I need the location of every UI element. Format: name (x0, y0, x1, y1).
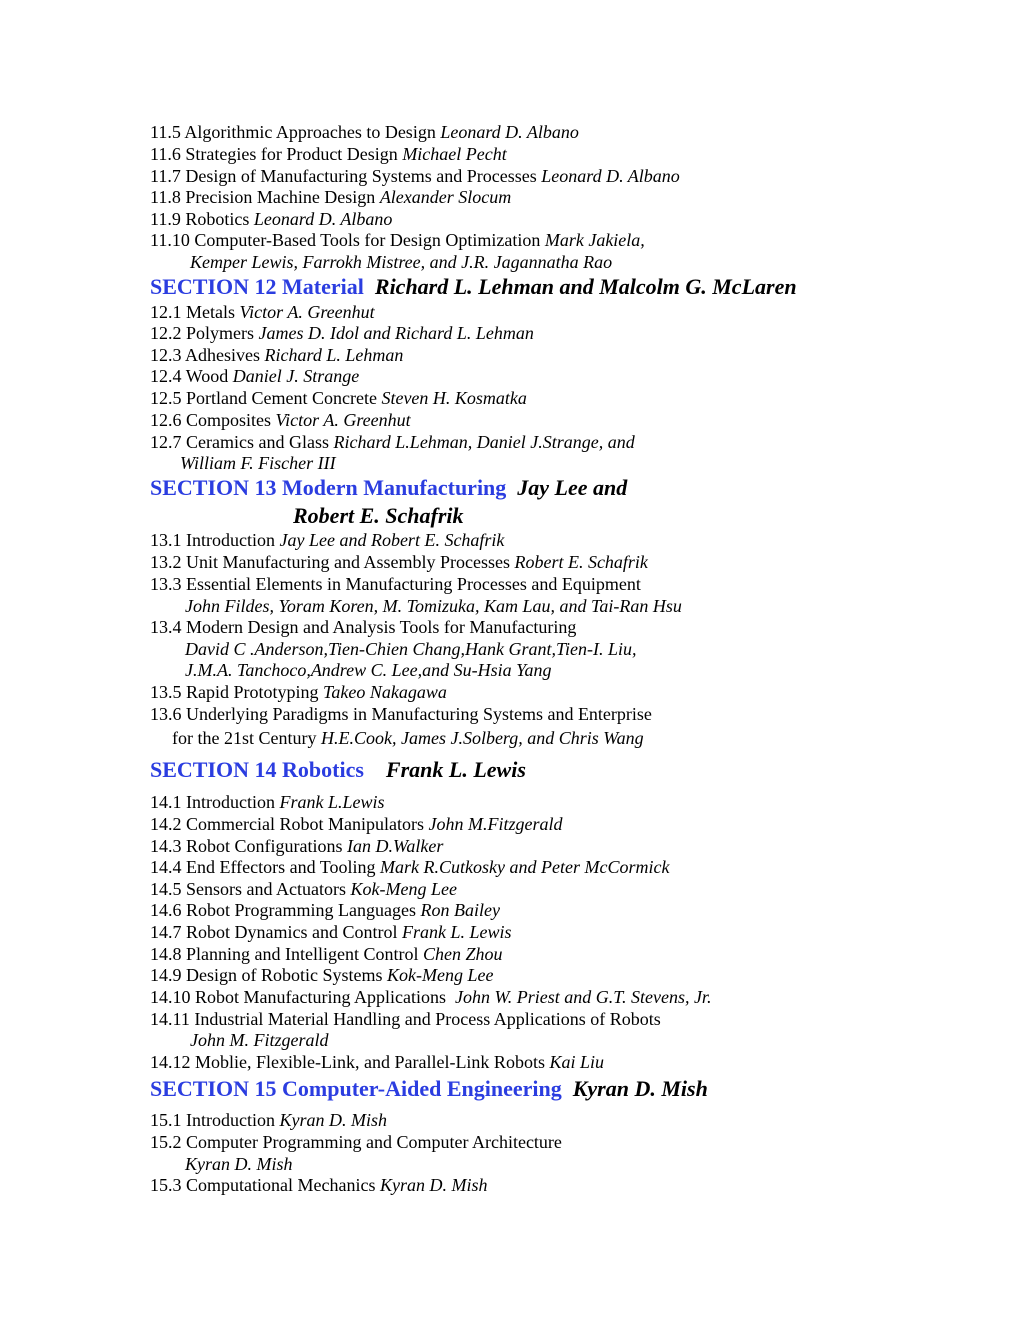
section-title: SECTION 14 Robotics (150, 757, 364, 782)
entry-title: Introduction (186, 1110, 275, 1130)
toc-entry-12-4 (150, 365, 359, 387)
entry-number: 15.3 (150, 1175, 182, 1195)
entry-author: Frank L.Lewis (279, 792, 385, 812)
entry-number: 14.12 (150, 1052, 191, 1072)
toc-entry-14-9 (150, 964, 493, 986)
entry-author: Frank L. Lewis (401, 922, 512, 942)
entry-title: Modern Design and Analysis Tools for Manufacturing (186, 617, 577, 637)
entry-number: 11.6 (150, 144, 181, 164)
entry-title: Precision Machine Design (185, 187, 376, 207)
entry-author: John M. Fitzgerald (190, 1030, 329, 1050)
toc-entry-author-continuation (185, 659, 552, 681)
entry-title: Introduction (186, 530, 275, 550)
toc-entry-12-1 (150, 301, 375, 323)
toc-entry-11-10 (150, 229, 645, 251)
toc-entry-11-8 (150, 186, 511, 208)
entry-number: 11.8 (150, 187, 181, 207)
entry-author: Richard L. Lehman (264, 345, 404, 365)
toc-entry-14-2 (150, 813, 562, 835)
entry-number: 11.5 (150, 122, 181, 142)
entry-author: David C .Anderson,Tien-Chien Chang,Hank Grant,Tien-I. Liu, (185, 639, 637, 659)
toc-entry-13-2 (150, 551, 648, 573)
entry-number: 14.6 (150, 900, 182, 920)
toc-entry-author-continuation (185, 638, 637, 660)
entry-title: Composites (186, 410, 272, 430)
toc-entry-14-11 (150, 1008, 661, 1030)
entry-author: James D. Idol and Richard L. Lehman (258, 323, 534, 343)
entry-title: Polymers (186, 323, 255, 343)
entry-number: 15.2 (150, 1132, 182, 1152)
toc-entry-15-2 (150, 1131, 562, 1153)
entry-title: Essential Elements in Manufacturing Processes and Equipment (186, 574, 641, 594)
entry-title: Commercial Robot Manipulators (186, 814, 424, 834)
entry-title: Sensors and Actuators (186, 879, 346, 899)
section-editor: Kyran D. Mish (572, 1076, 708, 1101)
entry-title: Underlying Paradigms in Manufacturing Systems and Enterprise (186, 704, 652, 724)
toc-entry-author-continuation (190, 1029, 328, 1051)
entry-author: Leonard D. Albano (541, 166, 680, 186)
entry-title: Robot Configurations (186, 836, 343, 856)
entry-number: 14.3 (150, 836, 182, 856)
entry-author: Kyran D. Mish (379, 1175, 488, 1195)
entry-title: Rapid Prototyping (186, 682, 319, 702)
entry-author: Takeo Nakagawa (323, 682, 447, 702)
entry-number: 12.2 (150, 323, 182, 343)
toc-entry-14-5 (150, 878, 457, 900)
entry-title: Robot Programming Languages (186, 900, 416, 920)
entry-number: 11.9 (150, 209, 181, 229)
toc-entry-author-continuation (180, 452, 336, 474)
entry-author: J.M.A. Tanchoco,Andrew C. Lee,and Su-Hsia Yang (185, 660, 552, 680)
toc-entry-14-4 (150, 856, 669, 878)
entry-number: 13.6 (150, 704, 182, 724)
section-heading-12 (150, 273, 797, 301)
toc-entry-14-12 (150, 1051, 604, 1073)
entry-title: End Effectors and Tooling (186, 857, 376, 877)
section-title: SECTION 13 Modern Manufacturing (150, 475, 507, 500)
entry-number: 14.9 (150, 965, 182, 985)
entry-author: Kemper Lewis, Farrokh Mistree, and J.R. Jagannatha Rao (190, 252, 613, 272)
entry-number: 14.1 (150, 792, 182, 812)
entry-title: Computer Programming and Computer Architecture (186, 1132, 562, 1152)
entry-title: Robot Dynamics and Control (186, 922, 398, 942)
entry-number: 13.4 (150, 617, 182, 637)
entry-title: Portland Cement Concrete (186, 388, 377, 408)
entry-number: 12.7 (150, 432, 182, 452)
entry-title: Wood (185, 366, 229, 386)
entry-author: Ron Bailey (420, 900, 500, 920)
entry-title: Design of Robotic Systems (186, 965, 383, 985)
section-heading-15 (150, 1075, 708, 1103)
entry-title: Ceramics and Glass (186, 432, 329, 452)
toc-entry-13-3 (150, 573, 641, 595)
entry-author: Leonard D. Albano (253, 209, 393, 229)
entry-author: John M.Fitzgerald (428, 814, 563, 834)
toc-entry-14-7 (150, 921, 512, 943)
section-title: SECTION 12 Material (150, 274, 364, 299)
toc-entry-13-4 (150, 616, 576, 638)
entry-number: 12.4 (150, 366, 182, 386)
entry-author: H.E.Cook, James J.Solberg, and Chris Wang (320, 728, 644, 748)
entry-author: Kyran D. Mish (279, 1110, 387, 1130)
entry-author: Leonard D. Albano (440, 122, 579, 142)
entry-title: Design of Manufacturing Systems and Processes (185, 166, 537, 186)
toc-entry-author-continuation (190, 251, 612, 273)
toc-entry-12-6 (150, 409, 411, 431)
entry-title: Adhesives (185, 345, 261, 365)
entry-author: Kyran D. Mish (185, 1154, 293, 1174)
toc-entry-13-5 (150, 681, 447, 703)
toc-entry-author-continuation (185, 1153, 293, 1175)
entry-title: Unit Manufacturing and Assembly Processes (186, 552, 510, 572)
entry-author: Jay Lee and Robert E. Schafrik (279, 530, 505, 550)
toc-entry-12-7 (150, 431, 635, 453)
entry-author: Chen Zhou (422, 944, 503, 964)
entry-title: Strategies for Product Design (185, 144, 398, 164)
entry-author: Mark Jakiela, (544, 230, 645, 250)
entry-title: Computational Mechanics (186, 1175, 376, 1195)
entry-number: 14.10 (150, 987, 191, 1007)
entry-number: 14.7 (150, 922, 182, 942)
section-heading-14 (150, 756, 526, 784)
entry-author: Robert E. Schafrik (514, 552, 648, 572)
entry-author: Alexander Slocum (379, 187, 512, 207)
entry-title: Robotics (185, 209, 250, 229)
toc-entry-14-8 (150, 943, 503, 965)
entry-author: Michael Pecht (402, 144, 507, 164)
section-heading-13 (150, 474, 627, 502)
entry-author: John Fildes, Yoram Koren, M. Tomizuka, Kam Lau, and Tai-Ran Hsu (185, 596, 682, 616)
entry-title: Computer-Based Tools for Design Optimization (194, 230, 541, 250)
entry-number: 15.1 (150, 1110, 182, 1130)
toc-entry-11-7 (150, 165, 680, 187)
entry-number: 13.3 (150, 574, 182, 594)
toc-entry-12-2 (150, 322, 534, 344)
entry-title: Robot Manufacturing Applications (195, 987, 446, 1007)
toc-entry-14-6 (150, 899, 500, 921)
entry-number: 14.4 (150, 857, 182, 877)
section-editor: Robert E. Schafrik (293, 503, 464, 528)
entry-number: 11.7 (150, 166, 181, 186)
entry-author: Steven H. Kosmatka (381, 388, 527, 408)
entry-author: Kai Liu (549, 1052, 604, 1072)
entry-author: Victor A. Greenhut (239, 302, 375, 322)
entry-title: Metals (186, 302, 235, 322)
entry-title: Industrial Material Handling and Process Applications of Robots (194, 1009, 661, 1029)
toc-entry-11-5 (150, 121, 579, 143)
entry-number: 14.11 (150, 1009, 190, 1029)
toc-entry-14-3 (150, 835, 443, 857)
entry-number: 12.6 (150, 410, 182, 430)
entry-author: William F. Fischer III (180, 453, 336, 473)
entry-author: Kok-Meng Lee (350, 879, 457, 899)
entry-title: Moblie, Flexible-Link, and Parallel-Link Robots (195, 1052, 545, 1072)
entry-title: for the 21st Century (172, 728, 317, 748)
entry-author: Richard L.Lehman, Daniel J.Strange, and (333, 432, 635, 452)
toc-entry-15-1 (150, 1109, 387, 1131)
entry-author: Kok-Meng Lee (387, 965, 494, 985)
entry-number: 14.5 (150, 879, 182, 899)
entry-number: 12.1 (150, 302, 182, 322)
toc-entry-11-9 (150, 208, 392, 230)
entry-author: Mark R.Cutkosky and Peter McCormick (380, 857, 670, 877)
toc-entry-author-continuation (185, 595, 682, 617)
toc-entry-12-3 (150, 344, 403, 366)
section-editor: Jay Lee and (517, 475, 628, 500)
toc-entry-14-10 (150, 986, 711, 1008)
toc-entry-title-continuation (172, 727, 644, 749)
toc-entry-14-1 (150, 791, 385, 813)
entry-title: Introduction (186, 792, 275, 812)
toc-entry-15-3 (150, 1174, 487, 1196)
toc-entry-13-6 (150, 703, 652, 725)
toc-entry-11-6 (150, 143, 507, 165)
entry-number: 13.5 (150, 682, 182, 702)
entry-author: Daniel J. Strange (232, 366, 360, 386)
entry-number: 11.10 (150, 230, 190, 250)
section-title: SECTION 15 Computer-Aided Engineering (150, 1076, 562, 1101)
entry-number: 12.3 (150, 345, 182, 365)
entry-author: Ian D.Walker (347, 836, 444, 856)
section-editor: Frank L. Lewis (385, 757, 526, 782)
section-editor-continuation (293, 502, 464, 530)
entry-author: John W. Priest and G.T. Stevens, Jr. (454, 987, 712, 1007)
entry-number: 12.5 (150, 388, 182, 408)
entry-number: 14.2 (150, 814, 182, 834)
entry-number: 13.2 (150, 552, 182, 572)
entry-title: Algorithmic Approaches to Design (184, 122, 436, 142)
toc-entry-12-5 (150, 387, 527, 409)
entry-number: 14.8 (150, 944, 182, 964)
entry-number: 13.1 (150, 530, 182, 550)
entry-author: Victor A. Greenhut (275, 410, 411, 430)
toc-entry-13-1 (150, 529, 504, 551)
entry-title: Planning and Intelligent Control (186, 944, 419, 964)
section-editor: Richard L. Lehman and Malcolm G. McLaren (374, 274, 797, 299)
